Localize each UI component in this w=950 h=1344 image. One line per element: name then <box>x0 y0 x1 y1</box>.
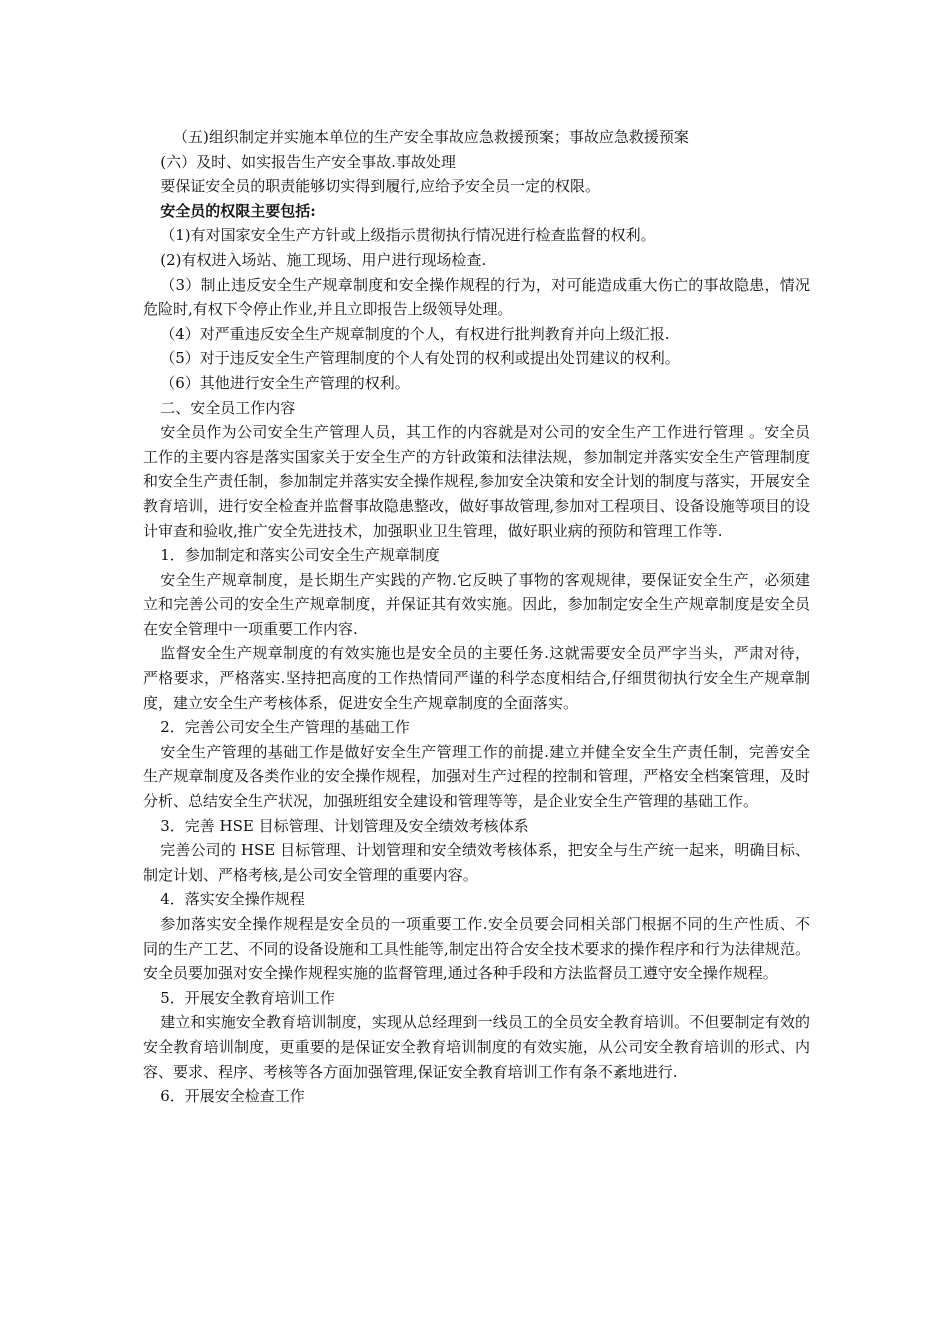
heading-item-3: 3．完善 HSE 目标管理、计划管理及安全绩效考核体系 <box>160 816 529 835</box>
paragraph-item-3: 完善公司的 HSE 目标管理、计划管理和安全绩效考核体系，把安全与生产统一起来，明确目标、制定计划、严格考核,是公司安全管理的重要内容。 <box>143 841 810 884</box>
document-body <box>143 125 810 1109</box>
paragraph-item-5: 建立和实施安全教育培训制度，实现从总经理到一线员工的全员安全教育培训。不但要制定有效的安全教育培训制度，更重要的是保证安全教育培训制度的有效实施，从公司安全教育培训的形式、内容、要求、程序、考核等各方面加强管理,保证安全教育培训工作有条不紊地进行. <box>143 1013 810 1081</box>
paragraph-accident-report: (六）及时、如实报告生产安全事故.事故处理 <box>160 152 456 171</box>
paragraph-item-1b: 监督安全生产规章制度的有效实施也是安全员的主要任务.这就需要安全员严字当头，严肃对待，严格要求，严格落实.坚持把高度的工作热情同严谨的科学态度相结合,仔细贯彻执行安全生产规章制度，建立安全生产考核体系，促进安全生产规章制度的全面落实。 <box>143 644 810 712</box>
paragraph-authority-intro: 要保证安全员的职责能够切实得到履行,应给予安全员一定的权限。 <box>160 177 601 196</box>
authority-item-6: （6）其他进行安全生产管理的权利。 <box>160 373 410 392</box>
authority-item-5: （5）对于违反安全生产管理制度的个人有处罚的权利或提出处罚建议的权利。 <box>160 349 680 368</box>
heading-item-1: 1．参加制定和落实公司安全生产规章制度 <box>160 546 440 565</box>
authority-item-2: (2)有权进入场站、施工现场、用户进行现场检查. <box>160 250 487 269</box>
authority-item-3: （3）制止违反安全生产规章制度和安全操作规程的行为，对可能造成重大伤亡的事故隐患，情况危险时,有权下令停止作业,并且立即报告上级领导处理。 <box>143 275 810 319</box>
paragraph-item-4: 参加落实安全操作规程是安全员的一项重要工作.安全员要会同相关部门根据不同的生产性质、不同的生产工艺、不同的设备设施和工具性能等,制定出符合安全技术要求的操作程序和行为法律规范。安全员要加强对安全操作规程实施的监督管理,通过各种手段和方法监督员工遵守安全操作规程。 <box>143 915 810 983</box>
heading-authority: 安全员的权限主要包括: <box>160 201 316 220</box>
heading-item-6: 6．开展安全检查工作 <box>160 1087 305 1106</box>
heading-item-4: 4．落实安全操作规程 <box>160 890 305 909</box>
paragraph-work-content: 安全员作为公司安全生产管理人员，其工作的内容就是对公司的安全生产工作进行管理 。安全员工作的主要内容是落实国家关于安全生产的方针政策和法律法规，参加制定并落实安全生产管理制度和安全生产责任制，参加制定并落实安全操作规程,参加安全决策和安全计划的制度与落实，开展安全教育培训，进行安全检查并监督事故隐患整改，做好事故管理,参加对工程项目、设备设施等项目的设计审查和验收,推广安全先进技术，加强职业卫生管理，做好职业病的预防和管理工作等. <box>143 423 810 540</box>
authority-item-4: （4）对严重违反安全生产规章制度的个人，有权进行批判教育并向上级汇报. <box>160 324 670 343</box>
paragraph-item-2: 安全生产管理的基础工作是做好安全生产管理工作的前提.建立并健全安全生产责任制，完善安全生产规章制度及各类作业的安全操作规程，加强对生产过程的控制和管理，严格安全档案管理，及时分析、总结安全生产状况，加强班组安全建设和管理等等，是企业安全生产管理的基础工作。 <box>143 742 810 811</box>
heading-item-2: 2．完善公司安全生产管理的基础工作 <box>160 718 410 737</box>
paragraph-emergency-plan: （五)组织制定并实施本单位的生产安全事故应急救援预案；事故应急救援预案 <box>173 128 689 146</box>
section-heading-work-content: 二、安全员工作内容 <box>160 398 296 417</box>
authority-item-1: （1)有对国家安全生产方针或上级指示贯彻执行情况进行检查监督的权利。 <box>160 226 656 245</box>
heading-item-5: 5．开展安全教育培训工作 <box>160 988 335 1007</box>
paragraph-item-1a: 安全生产规章制度，是长期生产实践的产物.它反映了事物的客观规律，要保证安全生产，必须建立和完善公司的安全生产规章制度，并保证其有效实施。因此，参加制定安全生产规章制度是安全员在安全管理中一项重要工作内容. <box>143 570 810 638</box>
